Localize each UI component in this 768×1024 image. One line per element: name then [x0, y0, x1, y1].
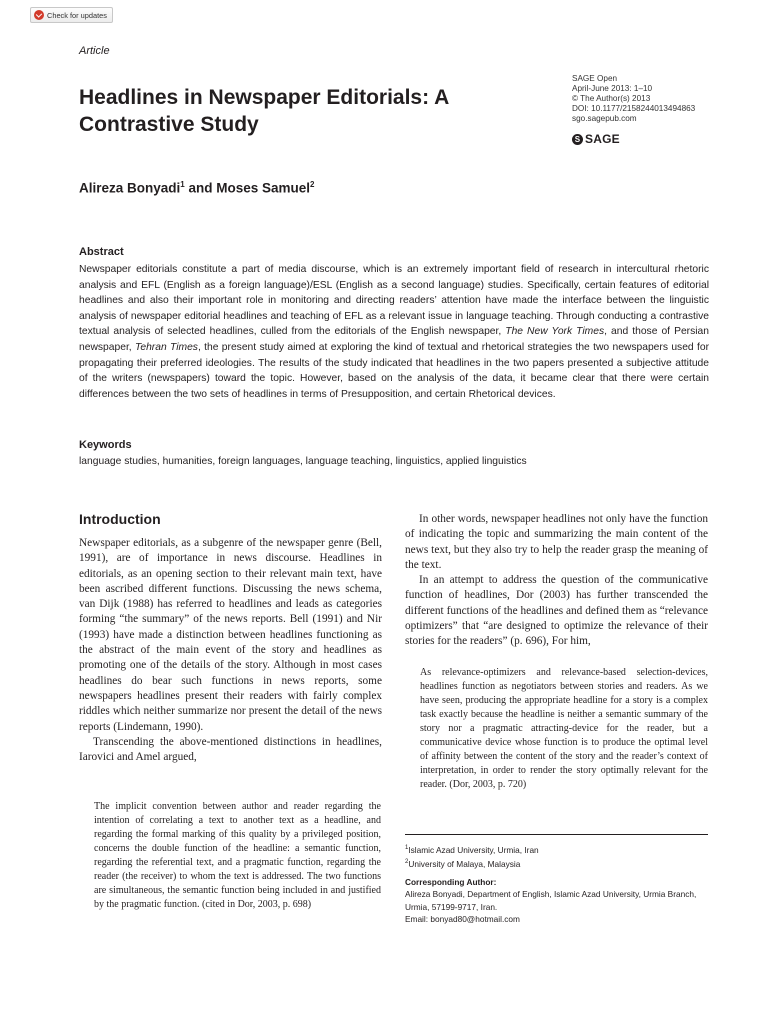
check-for-updates-button[interactable]	[30, 7, 113, 23]
corresponding-author-address: Alireza Bonyadi, Department of English, Islamic Azad University, Urmia Branch, Urmia, 57199-9717, Iran.	[405, 889, 697, 912]
author-name: Moses Samuel	[216, 180, 311, 196]
affiliation-mark: 1	[405, 845, 409, 851]
abstract-newspaper-nyt: The New York Times	[505, 326, 605, 338]
author-affiliation-mark: 1	[180, 180, 185, 189]
abstract-text-part: , and those of Persian newspaper,	[79, 326, 709, 353]
corresponding-author-label: Corresponding Author:	[405, 877, 497, 887]
introduction-heading: Introduction	[79, 511, 161, 527]
journal-copyright: © The Author(s) 2013	[572, 94, 651, 103]
journal-info	[572, 74, 695, 124]
author-joiner: and	[184, 180, 217, 196]
footnote-divider	[405, 834, 708, 835]
sage-logo-text: SAGE	[585, 132, 620, 146]
abstract-body	[79, 262, 709, 402]
affiliation-item	[405, 856, 539, 870]
abstract-newspaper-tehran: Tehran Times	[135, 341, 198, 353]
abstract-text-part: , the present study aimed at exploring the kind of textual and rhetorical strategies the two newspapers used for propagating their preferred ideologies. The results of the study indicated that headlines in the two papers presented a subjective attitude of the writers (newspapers) toward the topic. However, based on the analysis of the data, it became clear that there were certain differences between the two sets of headlines in terms of Presupposition, and certain Rhetorical devices.	[79, 341, 709, 400]
paragraph: Transcending the above-mentioned distinctions in headlines, Iarovici and Amel argued,	[79, 735, 382, 764]
journal-name: SAGE Open	[572, 74, 618, 83]
paper-title: Headlines in Newspaper Editorials: A Contrastive Study	[79, 86, 449, 136]
journal-doi[interactable]: DOI: 10.1177/2158244013494863	[572, 104, 696, 113]
paragraph: In an attempt to address the question of the communicative function of headlines, Dor (2003) has further transcended the different functions of the headlines and defined them as “relevance optimizers” that “are designed to optimize the relevance of their stories for the readers” (p. 696), For him,	[405, 574, 708, 648]
block-quote: As relevance-optimizers and relevance-based selection-devices, headlines function as negotiators between stories and readers. As we have seen, producing the appropriate headline for a story is a complex task exactly because the headline is neither a semantic summary of the story nor a pragmatic attracting-device for the reader, but a communicative device whose function is to produce the optimal level of affinity between the content of the story and the reader’s context of interpretation, in order to render the story optimally relevant for the reader. (Dor, 2003, p. 720)	[420, 667, 708, 790]
corresponding-author	[405, 876, 708, 925]
paragraph: Newspaper editorials, as a subgenre of the newspaper genre (Bell, 1991), are of importance in news discourse. Headlines in editorials, as an opening section to their relevant main text, have been ascribed different functions. Discussing the news schema, van Dijk (1988) has referred to headlines and leads as categories forming “the summary” of the news reports. Bell (1991) and Nir (1993) have made a distinction between headlines functioning as the abstract of the main event of the story and headlines as promoting one of the details of the story. Although in most cases headlines do bear such functions in news reports, some newspapers headlines present their readers with fairly complex riddles which neither summarize nor present the detail of the news reports (Lindemann, 1990).	[79, 537, 382, 733]
author-name: Alireza Bonyadi	[79, 180, 181, 196]
author-affiliation-mark: 2	[310, 180, 315, 189]
abstract-text-part: Newspaper editorials constitute a part of media discourse, which is an extremely important field of research in intercultural rhetoric analysis and EFL (English as a foreign language)/ESL (English as a second language) studies. Specifically, certain features of editorial headlines and also their important role in monitoring and directing readers’ attention have made the interface between the linguistic analysis of newspaper editorial headlines and teaching of EFL as a relevant issue in language teaching. Through conducting a contrastive textual analysis of selected headlines, culled from the editorials of the English newspaper,	[79, 264, 709, 338]
author-list	[79, 180, 315, 196]
journal-url[interactable]: sgo.sagepub.com	[572, 114, 637, 123]
check-for-updates-label: Check for updates	[47, 10, 107, 20]
journal-issue: April-June 2013: 1–10	[572, 84, 653, 93]
affiliations	[405, 842, 539, 871]
sage-logo	[572, 132, 620, 146]
affiliation-text: University of Malaya, Malaysia	[408, 859, 521, 870]
affiliation-text: Islamic Azad University, Urmia, Iran	[408, 844, 539, 855]
right-column	[405, 512, 708, 650]
block-quote: The implicit convention between author and reader regarding the intention of correlating a text to another text as a headline, and regarding the formal marking of this quality by a privileged position, concerns the double function of the headline: a semantic function, regarding the referential text, and a pragmatic function, regarding the reader (the receiver) to whom the text is addressed. The two functions are simultaneous, the semantic function being included in and justified by the pragmatic function. (cited in Dor, 2003, p. 698)	[94, 801, 381, 910]
check-updates-icon	[34, 10, 44, 20]
affiliation-mark: 2	[405, 859, 409, 866]
abstract-heading: Abstract	[79, 246, 124, 258]
paragraph: In other words, newspaper headlines not only have the function of indicating the topic and summarizing the main content of the news text, but they also try to help the reader grasp the meaning of the text.	[405, 513, 708, 571]
sage-logo-icon: S	[572, 134, 583, 145]
corresponding-author-email[interactable]: Email: bonyad80@hotmail.com	[405, 913, 520, 924]
keywords-heading: Keywords	[79, 439, 132, 451]
left-column	[79, 536, 382, 765]
affiliation-item	[405, 842, 539, 856]
article-type-label: Article	[79, 45, 110, 57]
keywords-list: language studies, humanities, foreign languages, language teaching, linguistics, applied linguistics	[79, 456, 527, 467]
